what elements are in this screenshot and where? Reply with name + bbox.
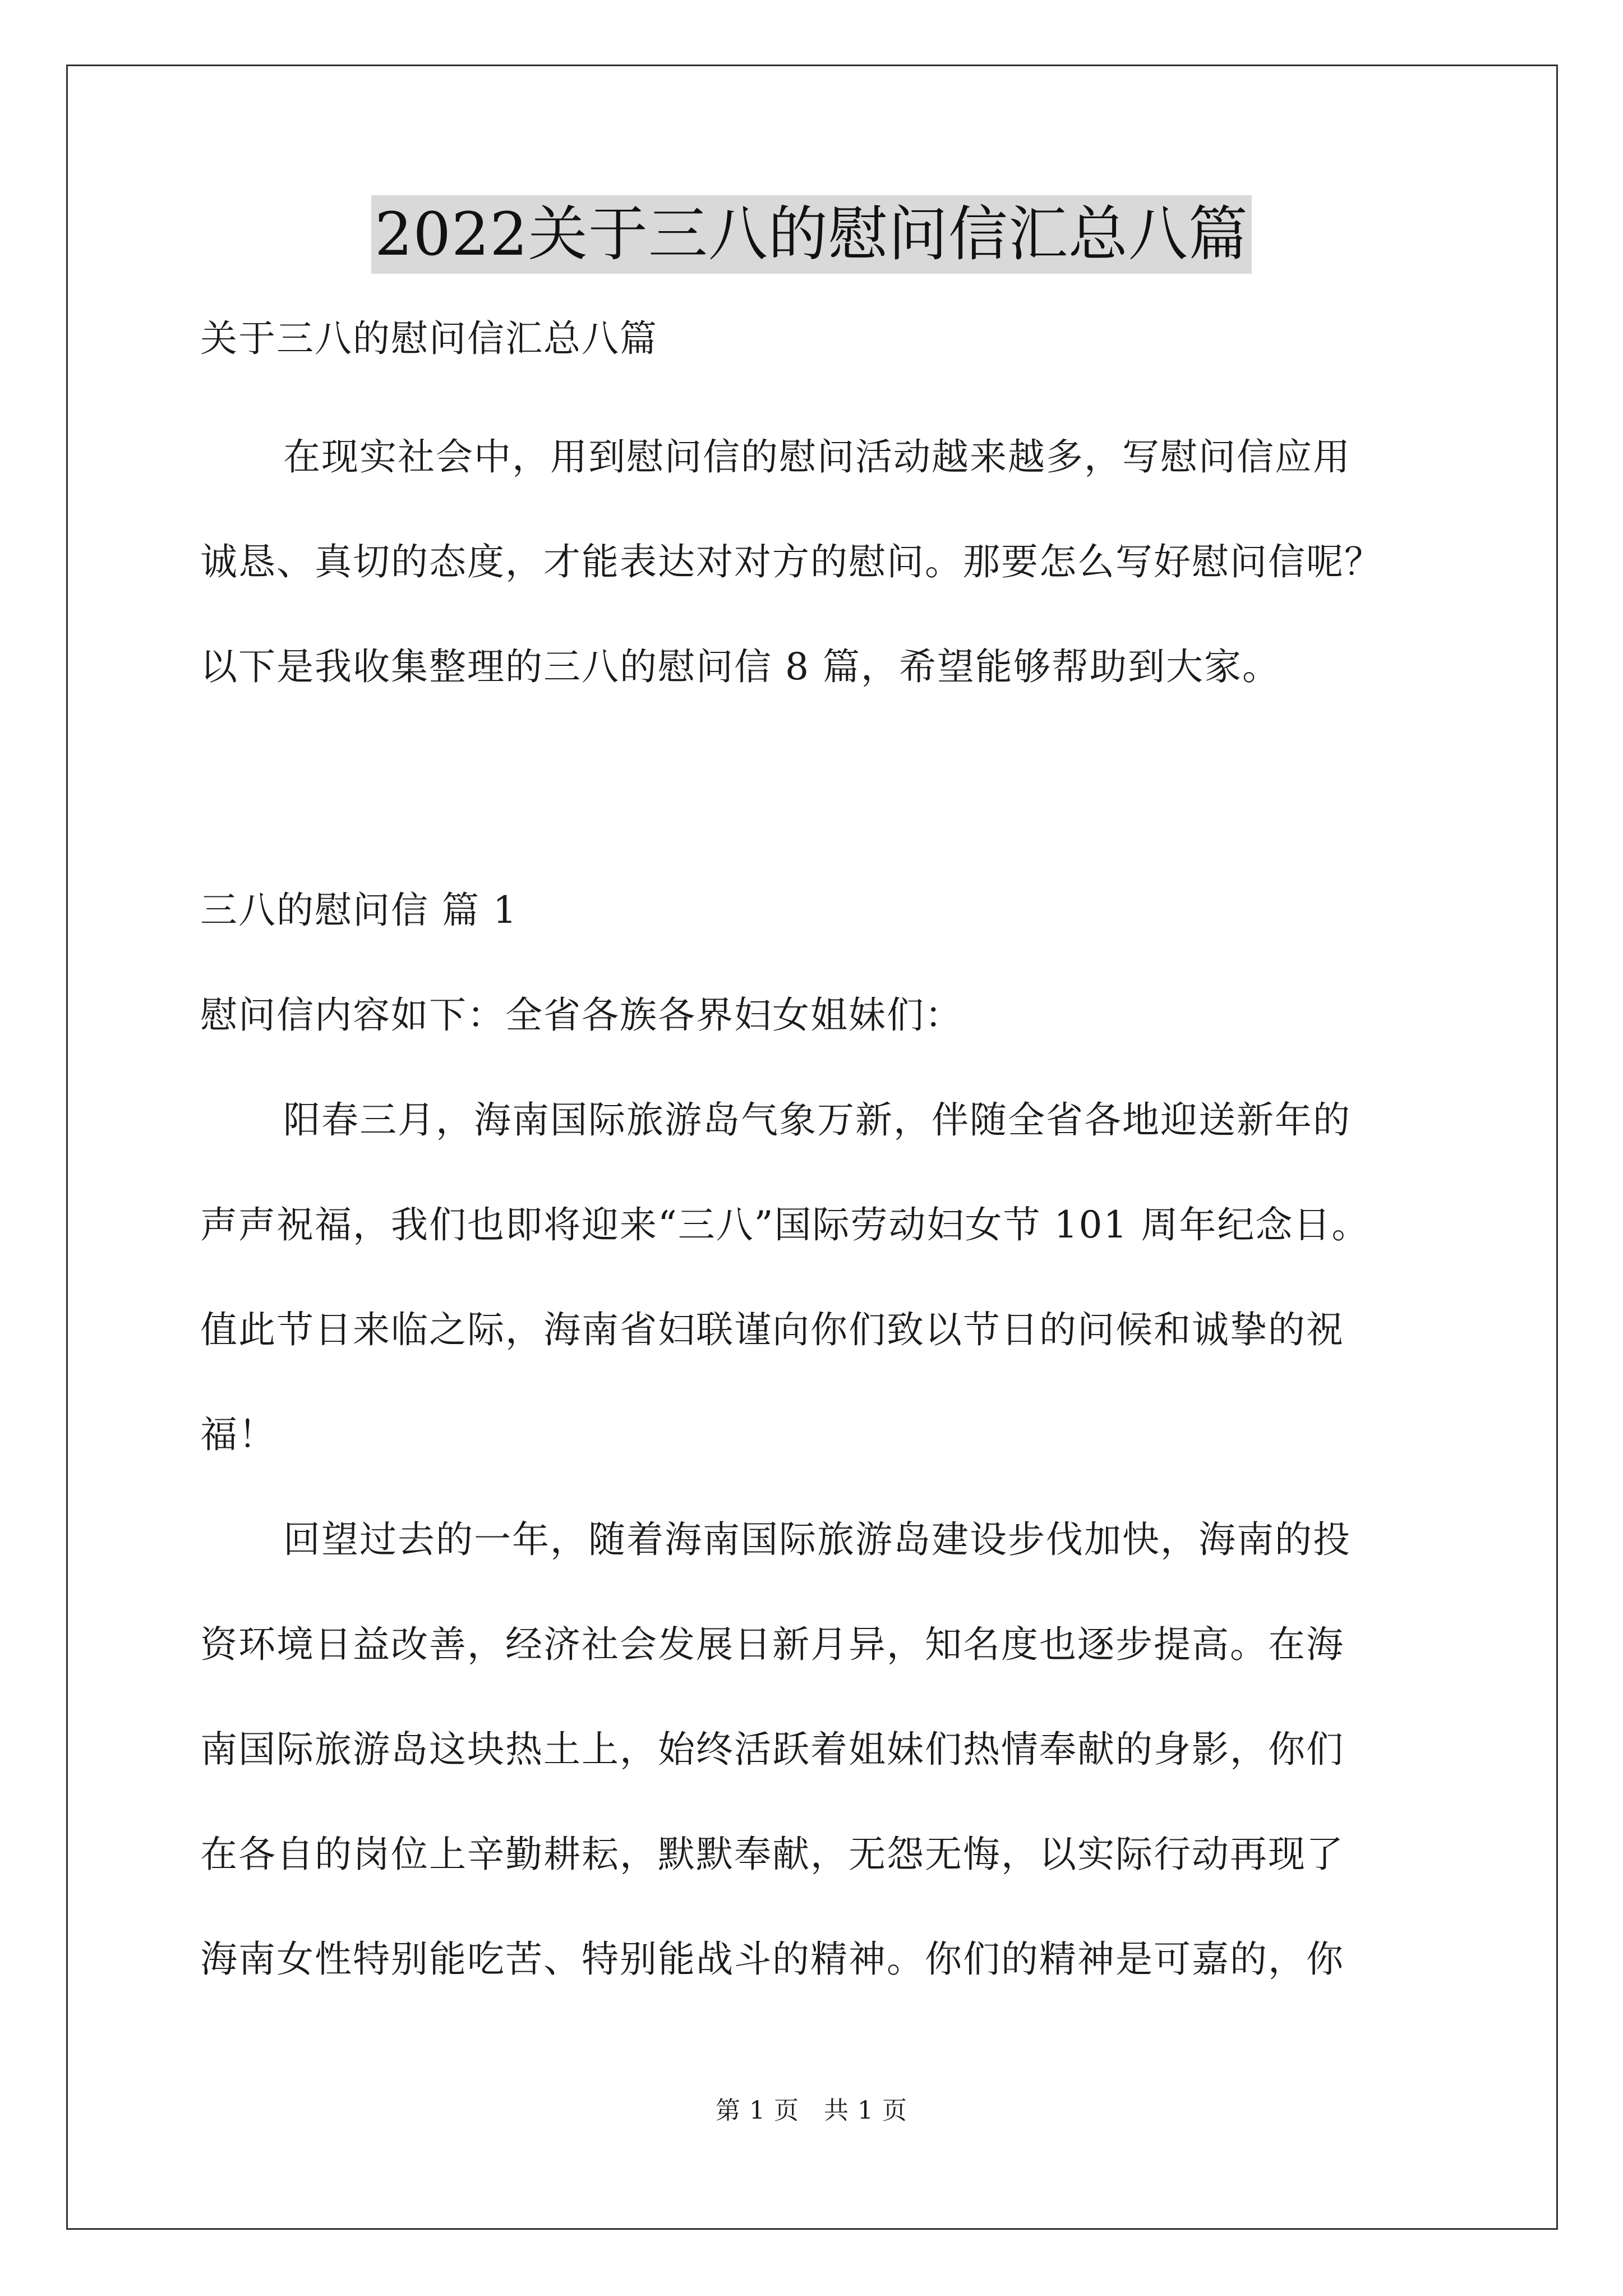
- paragraph-line: 南国际旅游岛这块热土上，始终活跃着姐妹们热情奉献的身影，你们: [200, 1728, 1344, 1771]
- document-title: 2022关于三八的慰问信汇总八篇: [371, 195, 1252, 274]
- page-number: 第 1 页: [716, 2096, 799, 2125]
- paragraph-line: 在各自的岗位上辛勤耕耘，默默奉献，无怨无悔，以实际行动再现了: [200, 1833, 1344, 1876]
- section-heading: 三八的慰问信 篇 1: [200, 889, 518, 932]
- title-container: [0, 195, 1623, 274]
- page-border: [66, 65, 1558, 2230]
- paragraph-line: 资环境日益改善，经济社会发展日新月异，知名度也逐步提高。在海: [200, 1623, 1344, 1666]
- subtitle-line: 关于三八的慰问信汇总八篇: [200, 317, 658, 360]
- paragraph-line: 以下是我收集整理的三八的慰问信 8 篇，希望能够帮助到大家。: [200, 645, 1280, 688]
- paragraph-line: 阳春三月，海南国际旅游岛气象万新，伴随全省各地迎送新年的: [283, 1098, 1351, 1142]
- paragraph-line: 海南女性特别能吃苦、特别能战斗的精神。你们的精神是可嘉的，你: [200, 1938, 1344, 1981]
- paragraph-line: 在现实社会中，用到慰问信的慰问活动越来越多，写慰问信应用: [283, 435, 1351, 478]
- paragraph-line: 回望过去的一年，随着海南国际旅游岛建设步伐加快，海南的投: [283, 1518, 1351, 1561]
- page-total: 共 1 页: [824, 2096, 907, 2125]
- paragraph-line: 诚恳、真切的态度，才能表达对对方的慰问。那要怎么写好慰问信呢？: [200, 540, 1382, 583]
- paragraph-line: 福！: [200, 1413, 276, 1456]
- paragraph-line: 声声祝福，我们也即将迎来“三八”国际劳动妇女节 101 周年纪念日。: [200, 1203, 1370, 1246]
- page-footer: [0, 2094, 1623, 2128]
- paragraph-line: 值此节日来临之际，海南省妇联谨向你们致以节日的问候和诚挚的祝: [200, 1308, 1344, 1351]
- paragraph-line: 慰问信内容如下：全省各族各界妇女姐妹们：: [200, 993, 963, 1037]
